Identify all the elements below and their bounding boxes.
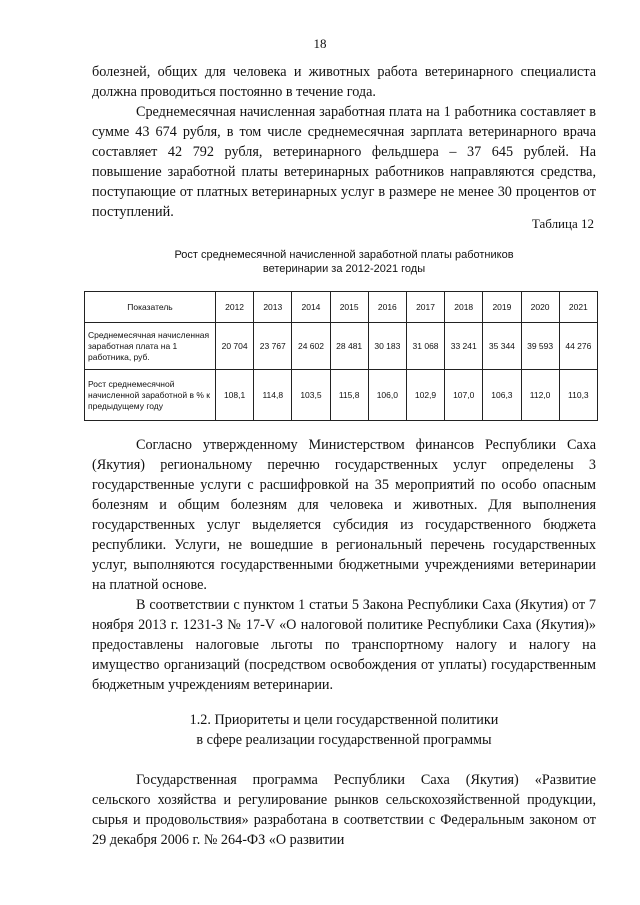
table-title-line-2: ветеринарии за 2012-2021 годы [262, 263, 426, 275]
header-year: 2020 [521, 292, 559, 323]
row-label: Рост среднемесячной начисленной заработной в % к предыдущему году [85, 370, 216, 421]
header-year: 2012 [216, 292, 254, 323]
table-cell: 103,5 [292, 370, 330, 421]
table-cell: 23 767 [254, 323, 292, 370]
header-year: 2013 [254, 292, 292, 323]
header-year: 2017 [406, 292, 444, 323]
table-cell: 44 276 [559, 323, 597, 370]
header-indicator: Показатель [85, 292, 216, 323]
bottom-paragraphs [92, 770, 596, 850]
middle-paragraphs [92, 435, 596, 695]
header-year: 2021 [559, 292, 597, 323]
table-cell: 110,3 [559, 370, 597, 421]
paragraph-continuation: болезней, общих для человека и животных работа ветеринарного специалиста должна проводиться постоянно в течение года. [92, 64, 596, 100]
section-heading [92, 710, 596, 750]
table-cell: 106,0 [368, 370, 406, 421]
table-title [92, 248, 596, 276]
paragraph-tax: В соответствии с пунктом 1 статьи 5 Закона Республики Саха (Якутия) от 7 ноября 2013 г. 1231-З № 17-V «О налоговой политике Республики Саха (Якутия)» предоставлены налоговые льготы по транспортному налогу и налогу на имущество организаций (посредством освобождения от уплаты) государственным бюджетным учреждениям ветеринарии. [92, 597, 596, 693]
table-row [85, 370, 598, 421]
paragraph-services: Согласно утвержденному Министерством финансов Республики Саха (Якутия) региональному перечню государственных услуг определены 3 государственные услуги с расшифровкой на 35 мероприятий по особо опасным болезням и общим болезням для человека и животных. Для выполнения государственных услуг выделяется субсидия из государственного бюджета республики. Услуги, не вошедшие в региональный перечень государственных услуг, выполняются государственными бюджетными учреждениями ветеринарии на платной основе. [92, 437, 596, 593]
top-paragraphs [92, 62, 596, 222]
header-year: 2016 [368, 292, 406, 323]
row-label: Среднемесячная начисленная заработная плата на 1 работника, руб. [85, 323, 216, 370]
table-cell: 114,8 [254, 370, 292, 421]
table-cell: 24 602 [292, 323, 330, 370]
table-cell: 112,0 [521, 370, 559, 421]
table-row [85, 323, 598, 370]
table-title-line-1: Рост среднемесячной начисленной заработной платы работников [174, 249, 514, 261]
table-cell: 102,9 [406, 370, 444, 421]
table-cell: 31 068 [406, 323, 444, 370]
table-cell: 28 481 [330, 323, 368, 370]
table-cell: 35 344 [483, 323, 521, 370]
table-cell: 107,0 [445, 370, 483, 421]
section-heading-line-1: 1.2. Приоритеты и цели государственной политики [189, 712, 499, 728]
salary-table [84, 291, 598, 421]
table-cell: 108,1 [216, 370, 254, 421]
section-heading-line-2: в сфере реализации государственной программы [196, 732, 492, 748]
header-year: 2015 [330, 292, 368, 323]
page-number: 18 [313, 36, 327, 51]
table-header-row [85, 292, 598, 323]
paragraph-program: Государственная программа Республики Саха (Якутия) «Развитие сельского хозяйства и регулирование рынков сельскохозяйственной продукции, сырья и продовольствия» разработана в соответствии с Федеральным законом от 29 декабря 2006 г. № 264-ФЗ «О развитии [92, 772, 596, 848]
header-year: 2018 [445, 292, 483, 323]
header-year: 2014 [292, 292, 330, 323]
table-cell: 39 593 [521, 323, 559, 370]
table-cell: 30 183 [368, 323, 406, 370]
table-cell: 115,8 [330, 370, 368, 421]
header-year: 2019 [483, 292, 521, 323]
table-label: Таблица 12 [531, 216, 594, 231]
table-cell: 33 241 [445, 323, 483, 370]
table-cell: 20 704 [216, 323, 254, 370]
table-cell: 106,3 [483, 370, 521, 421]
paragraph-salary: Среднемесячная начисленная заработная плата на 1 работника составляет в сумме 43 674 рубля, в том числе среднемесячная зарплата ветеринарного врача составляет 42 792 рубля, ветеринарного фельдшера – 37 645 рублей. На повышение заработной платы ветеринарных работников направляются средства, поступающие от платных ветеринарных услуг в размере не менее 30 процентов от поступлений. [92, 104, 596, 220]
